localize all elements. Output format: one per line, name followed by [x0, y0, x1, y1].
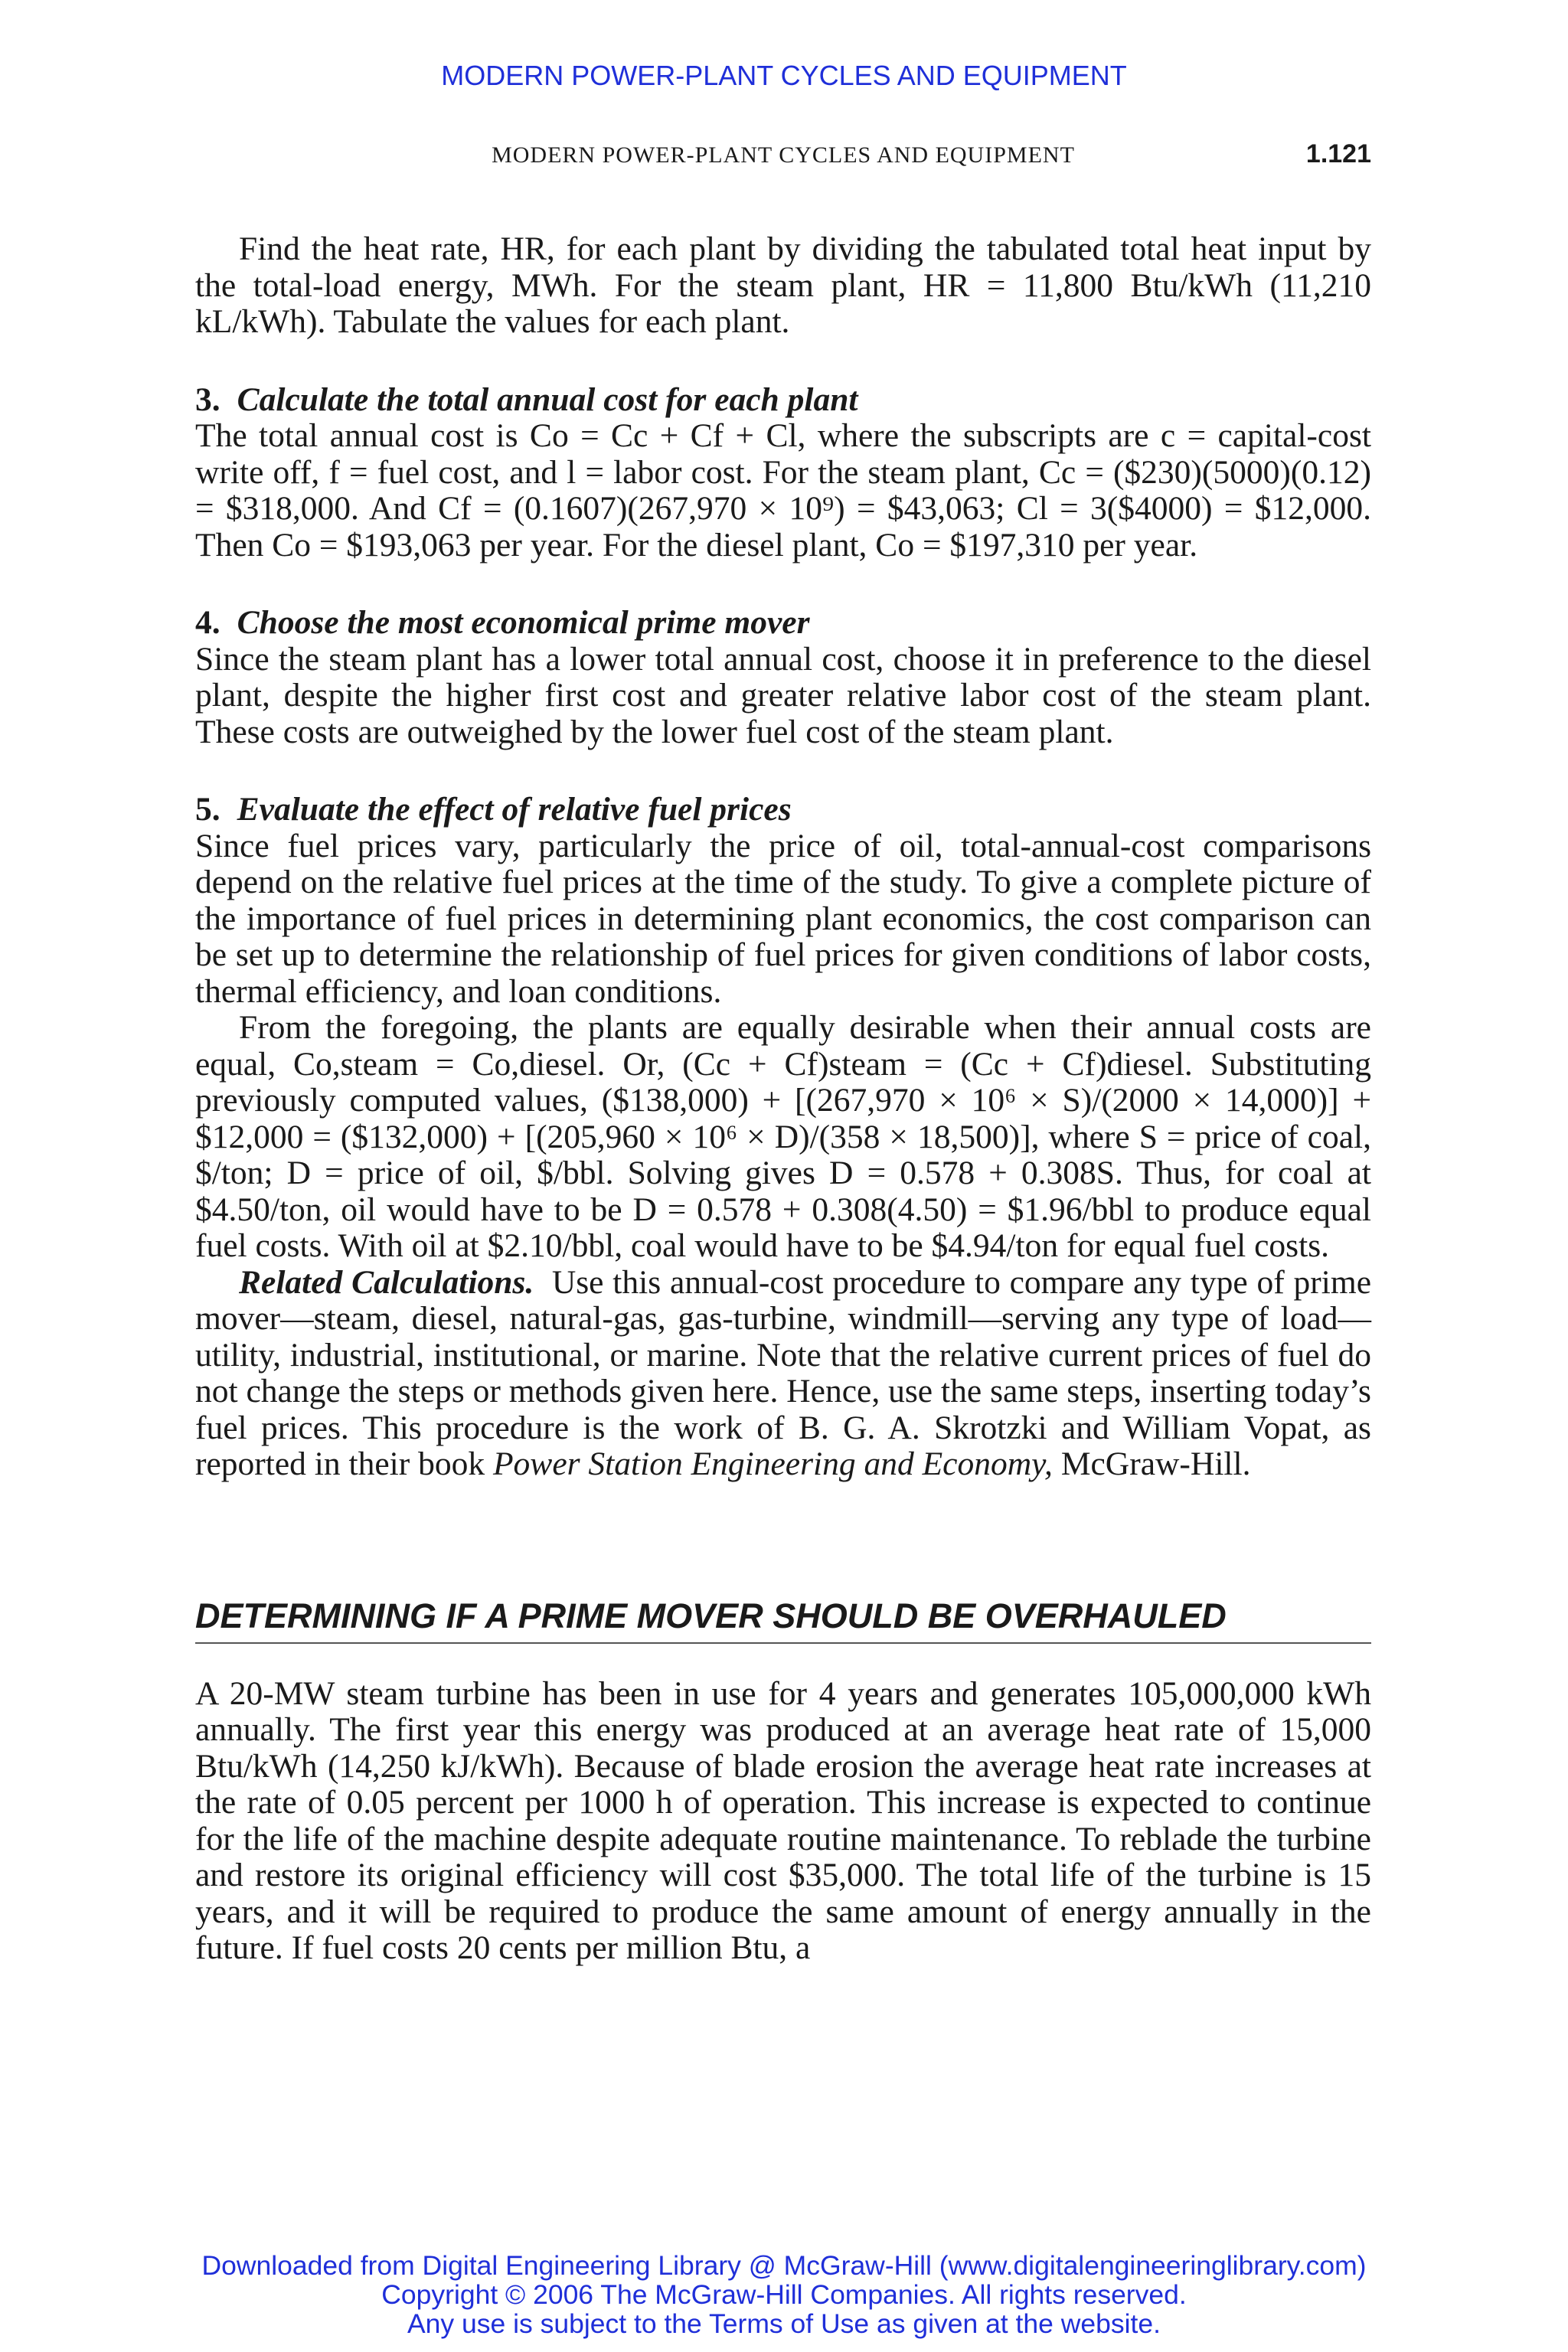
chapter-title-link[interactable]: MODERN POWER-PLANT CYCLES AND EQUIPMENT [441, 60, 1127, 91]
page-body [195, 231, 1371, 1967]
footer-copyright: Copyright © 2006 The McGraw-Hill Companies. All rights reserved. [381, 2279, 1187, 2310]
step-3-heading [195, 382, 1371, 419]
step-5-number: 5. [195, 791, 220, 828]
related-calculations [195, 1265, 1371, 1483]
step-3-number: 3. [195, 381, 220, 418]
section-title: DETERMINING IF A PRIME MOVER SHOULD BE OVERHAULED [195, 1595, 1371, 1644]
section-paragraph: A 20-MW steam turbine has been in use for 4 years and generates 105,000,000 kWh annually. The first year this energy was produced at an average heat rate of 15,000 Btu/kWh (14,250 kJ/kWh). Because of blade erosion the average heat rate increases at the rate of 0.05 percent per 1000 h of operation. This increase is expected to continue for the life of the machine despite adequate routine maintenance. To reblade the turbine and restore its original efficiency will cost $35,000. The total life of the turbine is 15 years, and it will be required to produce the same amount of energy annually in the future. If fuel costs 20 cents per million Btu, a [195, 1674, 1371, 1966]
publisher: McGraw-Hill. [1060, 1446, 1251, 1482]
footer-terms-link[interactable]: Any use is subject to the Terms of Use as given at the website. [407, 2308, 1161, 2339]
page-number: 1.121 [1305, 139, 1371, 168]
running-title: MODERN POWER-PLANT CYCLES AND EQUIPMENT [492, 142, 1075, 168]
step-4-title: Choose the most economical prime mover [237, 604, 810, 641]
related-calculations-text: Use this annual-cost procedure to compare any type of prime mover—steam, diesel, natural-gas, gas-turbine, windmill—serving any type of load—utility, industrial, institutional, or marine. Note that the relative current prices of fuel do not change the steps or methods given here. Hence, use the same steps, inserting today’s fuel prices. This procedure is the work of B. G. A. Skrotzki and William Vopat, as reported in their book [195, 1263, 1372, 1482]
step-3-title: Calculate the total annual cost for each plant [237, 381, 858, 418]
step-4-heading [195, 605, 1371, 642]
book-title: Power Station Engineering and Economy, [492, 1446, 1053, 1482]
step-5-title: Evaluate the effect of relative fuel prices [237, 791, 792, 828]
step-5-text: Since fuel prices vary, particularly the price of oil, total-annual-cost comparisons depend on the relative fuel prices at the time of the study. To give a complete picture of the importance of fuel prices in determining plant economics, the cost comparison can be set up to determine the relationship of fuel prices for given conditions of labor costs, thermal efficiency, and loan conditions. [195, 827, 1371, 1010]
running-header [195, 139, 1371, 181]
step-5-text-continued: From the foregoing, the plants are equally desirable when their annual costs are equal, Co,steam = Co,diesel. Or, (Cc + Cf)steam = (Cc + Cf)diesel. Substituting previously computed values, ($138,000) + [(267,970 × 10⁶ × S)/(2000 × 14,000)] + $12,000 = ($132,000) + [(205,960 × 10⁶ × D)/(358 × 18,500)], where S = price of coal, $/ton; D = price of oil, $/bbl. Solving gives D = 0.578 + 0.308S. Thus, for coal at $4.50/ton, oil would have to be D = 0.578 + 0.308(4.50) = $1.96/bbl to produce equal fuel costs. With oil at $2.10/bbl, coal would have to be $4.94/ton for equal fuel costs. [195, 1009, 1371, 1264]
footer-download-link[interactable]: Downloaded from Digital Engineering Library @ McGraw-Hill (www.digitalengineeringlibrary.com) [201, 2250, 1367, 2281]
related-calculations-label: Related Calculations. [239, 1263, 534, 1301]
step-4-text: Since the steam plant has a lower total annual cost, choose it in preference to the diesel plant, despite the higher first cost and greater relative labor cost of the steam plant. These costs are outweighed by the lower fuel cost of the steam plant. [195, 640, 1371, 750]
step-4-number: 4. [195, 604, 220, 641]
footer [0, 2251, 1568, 2338]
step-5-heading [195, 792, 1371, 828]
paragraph-heat-rate: Find the heat rate, HR, for each plant by dividing the tabulated total heat input by the total-load energy, MWh. For the steam plant, HR = 11,800 Btu/kWh (11,210 kL/kWh). Tabulate the values for each plant. [195, 230, 1371, 340]
step-3-text: The total annual cost is Co = Cc + Cf + Cl, where the subscripts are c = capital-cost write off, f = fuel cost, and l = labor cost. For the steam plant, Cc = ($230)(5000)(0.12) = $318,000. And Cf = (0.1607)(267,970 × 10⁹) = $43,063; Cl = 3($4000) = $12,000. Then Co = $193,063 per year. For the diesel plant, Co = $197,310 per year. [195, 417, 1371, 564]
